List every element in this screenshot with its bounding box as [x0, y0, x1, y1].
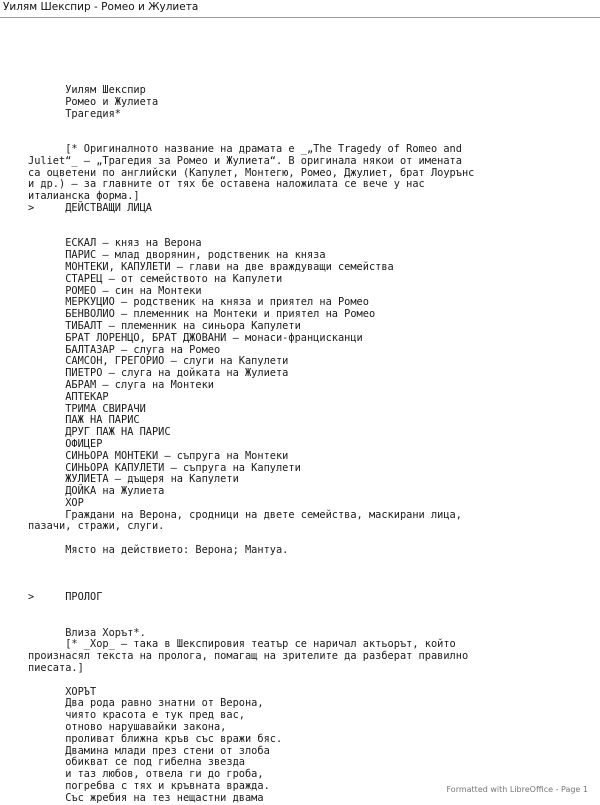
text-line: ПАРИС — млад дворянин, родственик на княза: [28, 249, 326, 262]
text-line: [28, 215, 593, 227]
text-line: ПАЖ НА ПАРИС: [28, 414, 140, 427]
text-line: МЕРКУЦИО — родственик на княза и приятел на Ромео: [28, 296, 369, 309]
text-line: АПТЕКАР: [28, 390, 109, 403]
text-line: Трагедия*: [28, 107, 121, 120]
text-line: [28, 616, 593, 628]
text-line: [* _Хор_ — така в Шекспировия театър се наричал актьорът, който: [28, 638, 456, 651]
text-line: произнасял текста на пролога, помагащ на зрителите да разберат правилно: [28, 650, 469, 663]
text-line: Juliet“_ — „Трагедия за Ромео и Жулиета“. В оригинала някои от имената: [28, 154, 462, 167]
text-line: Граждани на Верона, сродници на двете семейства, маскирани лица,: [28, 508, 462, 521]
text-line: ХОР: [28, 496, 84, 509]
text-line: ОФИЦЕР: [28, 437, 103, 450]
text-line: Ромео и Жулиета: [28, 95, 159, 108]
text-line: СИНЬОРА МОНТЕКИ — съпруга на Монтеки: [28, 449, 289, 462]
text-line: [28, 557, 593, 569]
text-line: СТАРЕЦ — от семейството на Капулети: [28, 272, 283, 285]
text-line: италианска форма.]: [28, 190, 140, 203]
text-line: ЕСКАЛ — княз на Верона: [28, 237, 202, 250]
text-line: ТРИМА СВИРАЧИ: [28, 402, 146, 415]
page-footer-text: Formatted with LibreOffice - Page 1: [446, 785, 588, 794]
text-line: БАЛТАЗАР — слуга на Ромео: [28, 343, 221, 356]
text-line: [28, 675, 593, 687]
text-line: Място на действието: Верона; Мантуа.: [28, 544, 289, 557]
text-line: СИНЬОРА КАПУЛЕТИ — съпруга на Капулети: [28, 461, 301, 474]
text-line: са оцветени по английски (Капулет, Монтегю, Ромео, Джулиет, брат Лоурънс: [28, 166, 475, 179]
text-line: [28, 604, 593, 616]
text-line: МОНТЕКИ, КАПУЛЕТИ — глави на две враждуващи семейства: [28, 260, 394, 273]
text-line: Със жребия на тез нещастни двама: [28, 791, 264, 804]
text-line: БРАТ ЛОРЕНЦО, БРАТ ДЖОВАНИ — монаси-францисканци: [28, 331, 363, 344]
text-line: [* Оригиналното название на драмата е _„The Tragedy of Romeo and: [28, 142, 462, 155]
text-line: Влиза Хорът*.: [28, 626, 146, 639]
document-title: Уилям Шекспир - Ромео и Жулиета: [3, 1, 199, 13]
text-line: АБРАМ — слуга на Монтеки: [28, 378, 214, 391]
text-line: РОМЕО — син на Монтеки: [28, 284, 202, 297]
text-line: проливат ближна кръв със вражи бяс.: [28, 732, 283, 745]
text-line: Два рода равно знатни от Верона,: [28, 697, 264, 710]
text-line: погребва с тях и кръвната вражда.: [28, 780, 270, 793]
text-line: [28, 120, 593, 132]
text-line: БЕНВОЛИО — племенник на Монтеки и приятел на Ромео: [28, 308, 376, 321]
page-footer: [446, 785, 588, 794]
text-line: САМСОН, ГРЕГОРИО — слуги на Капулети: [28, 355, 289, 368]
text-line: пазачи, стражи, слуги.: [28, 520, 165, 533]
text-line: и др.) — за главните от тях бе оставена наложилата се вече у нас: [28, 178, 425, 191]
text-line: [28, 580, 593, 592]
text-line: и таз любов, отвела ги до гроба,: [28, 768, 264, 781]
text-line: чиято красота е тук пред вас,: [28, 709, 245, 722]
text-line: > ПРОЛОГ: [28, 591, 103, 604]
text-line: [28, 569, 593, 581]
text-line: ПИЕТРО — слуга на дойката на Жулиета: [28, 367, 289, 380]
text-line: ХОРЪТ: [28, 685, 97, 698]
text-line: ЖУЛИЕТА — дъщеря на Капулети: [28, 473, 239, 486]
text-line: ТИБАЛТ — племенник на синьора Капулети: [28, 319, 301, 332]
text-line: отново нарушавайки закона,: [28, 721, 227, 734]
text-line: Двамина млади през стени от злоба: [28, 744, 270, 757]
document-title-bar: [0, 0, 600, 18]
text-line: > ДЕЙСТВАЩИ ЛИЦА: [28, 201, 152, 214]
text-line: ДРУГ ПАЖ НА ПАРИС: [28, 426, 171, 439]
text-line: обикват се под гибелна звезда: [28, 756, 245, 769]
document-text: [28, 85, 593, 805]
text-line: пиесата.]: [28, 662, 84, 675]
text-line: Уилям Шекспир: [28, 84, 146, 96]
text-line: ДОЙКА на Жулиета: [28, 485, 165, 498]
